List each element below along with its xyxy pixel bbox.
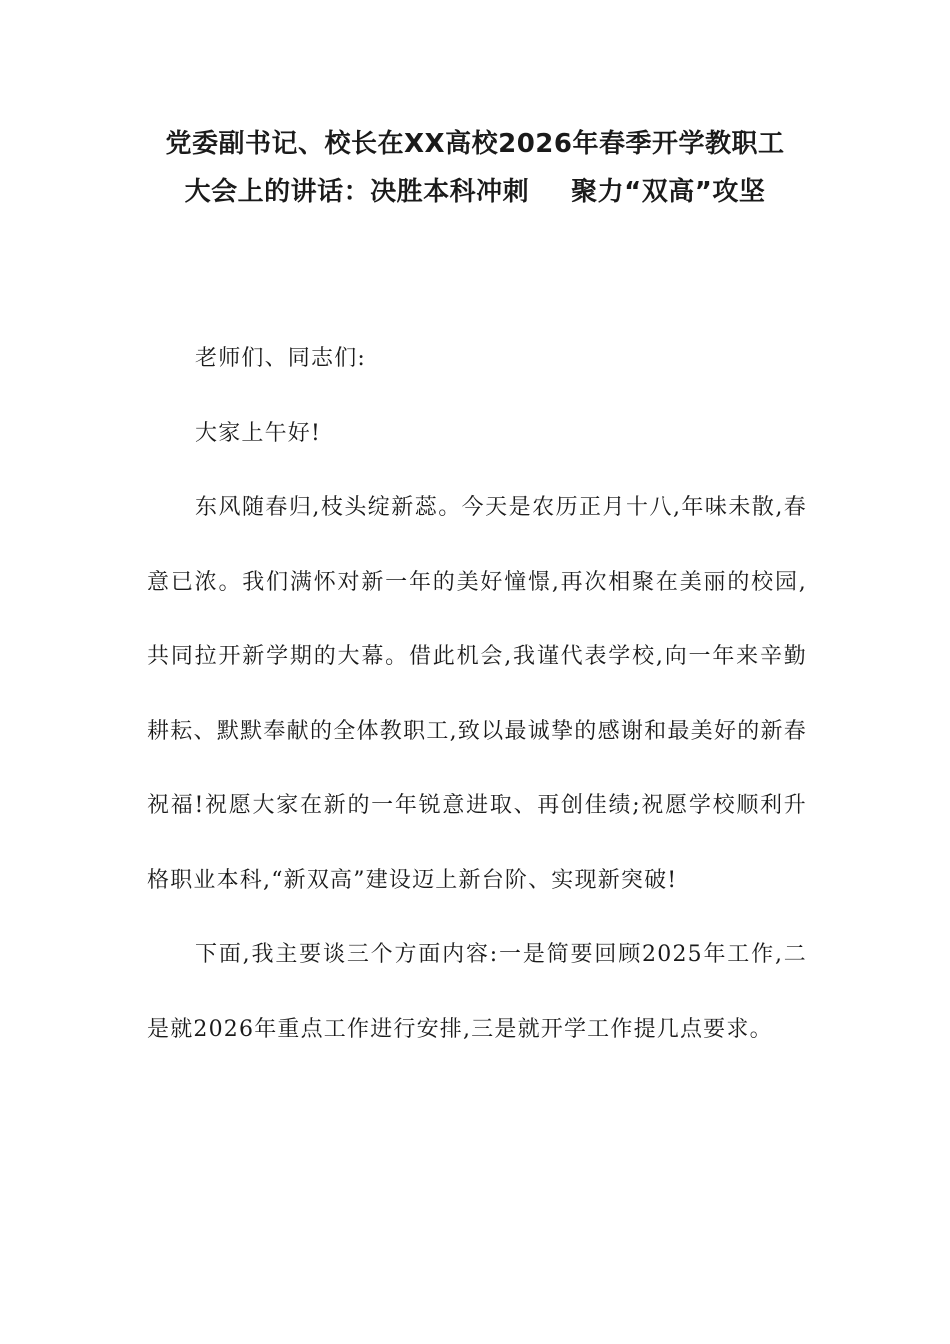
paragraph-outline: 下面,我主要谈三个方面内容:一是简要回顾2025年工作,二是就2026年重点工作进行安排,三是就开学工作提几点要求。 bbox=[147, 942, 807, 1042]
title-part-2: 聚力“双高”攻坚 bbox=[571, 177, 766, 207]
document-title-line-1: 党委副书记、校长在XX高校2026年春季开学教职工 bbox=[165, 129, 785, 159]
paragraph-greeting: 大家上午好! bbox=[195, 420, 322, 446]
document-body bbox=[147, 322, 807, 1067]
paragraph-opening: 东风随春归,枝头绽新蕊。今天是农历正月十八,年味未散,春意已浓。我们满怀对新一年的美好憧憬,再次相聚在美丽的校园,共同拉开新学期的大幕。借此机会,我谨代表学校,向一年来辛勤耕耘、默默奉献的全体教职工,致以最诚挚的感谢和最美好的新春祝福!祝愿大家在新的一年锐意进取、再创佳绩;祝愿学校顺利升格职业本科,“新双高”建设迈上新台阶、实现新突破! bbox=[147, 495, 807, 893]
title-part-1: 大会上的讲话：决胜本科冲刺 bbox=[184, 177, 530, 207]
document-title-line-2 bbox=[120, 164, 830, 220]
paragraph-salutation: 老师们、同志们: bbox=[195, 346, 367, 371]
